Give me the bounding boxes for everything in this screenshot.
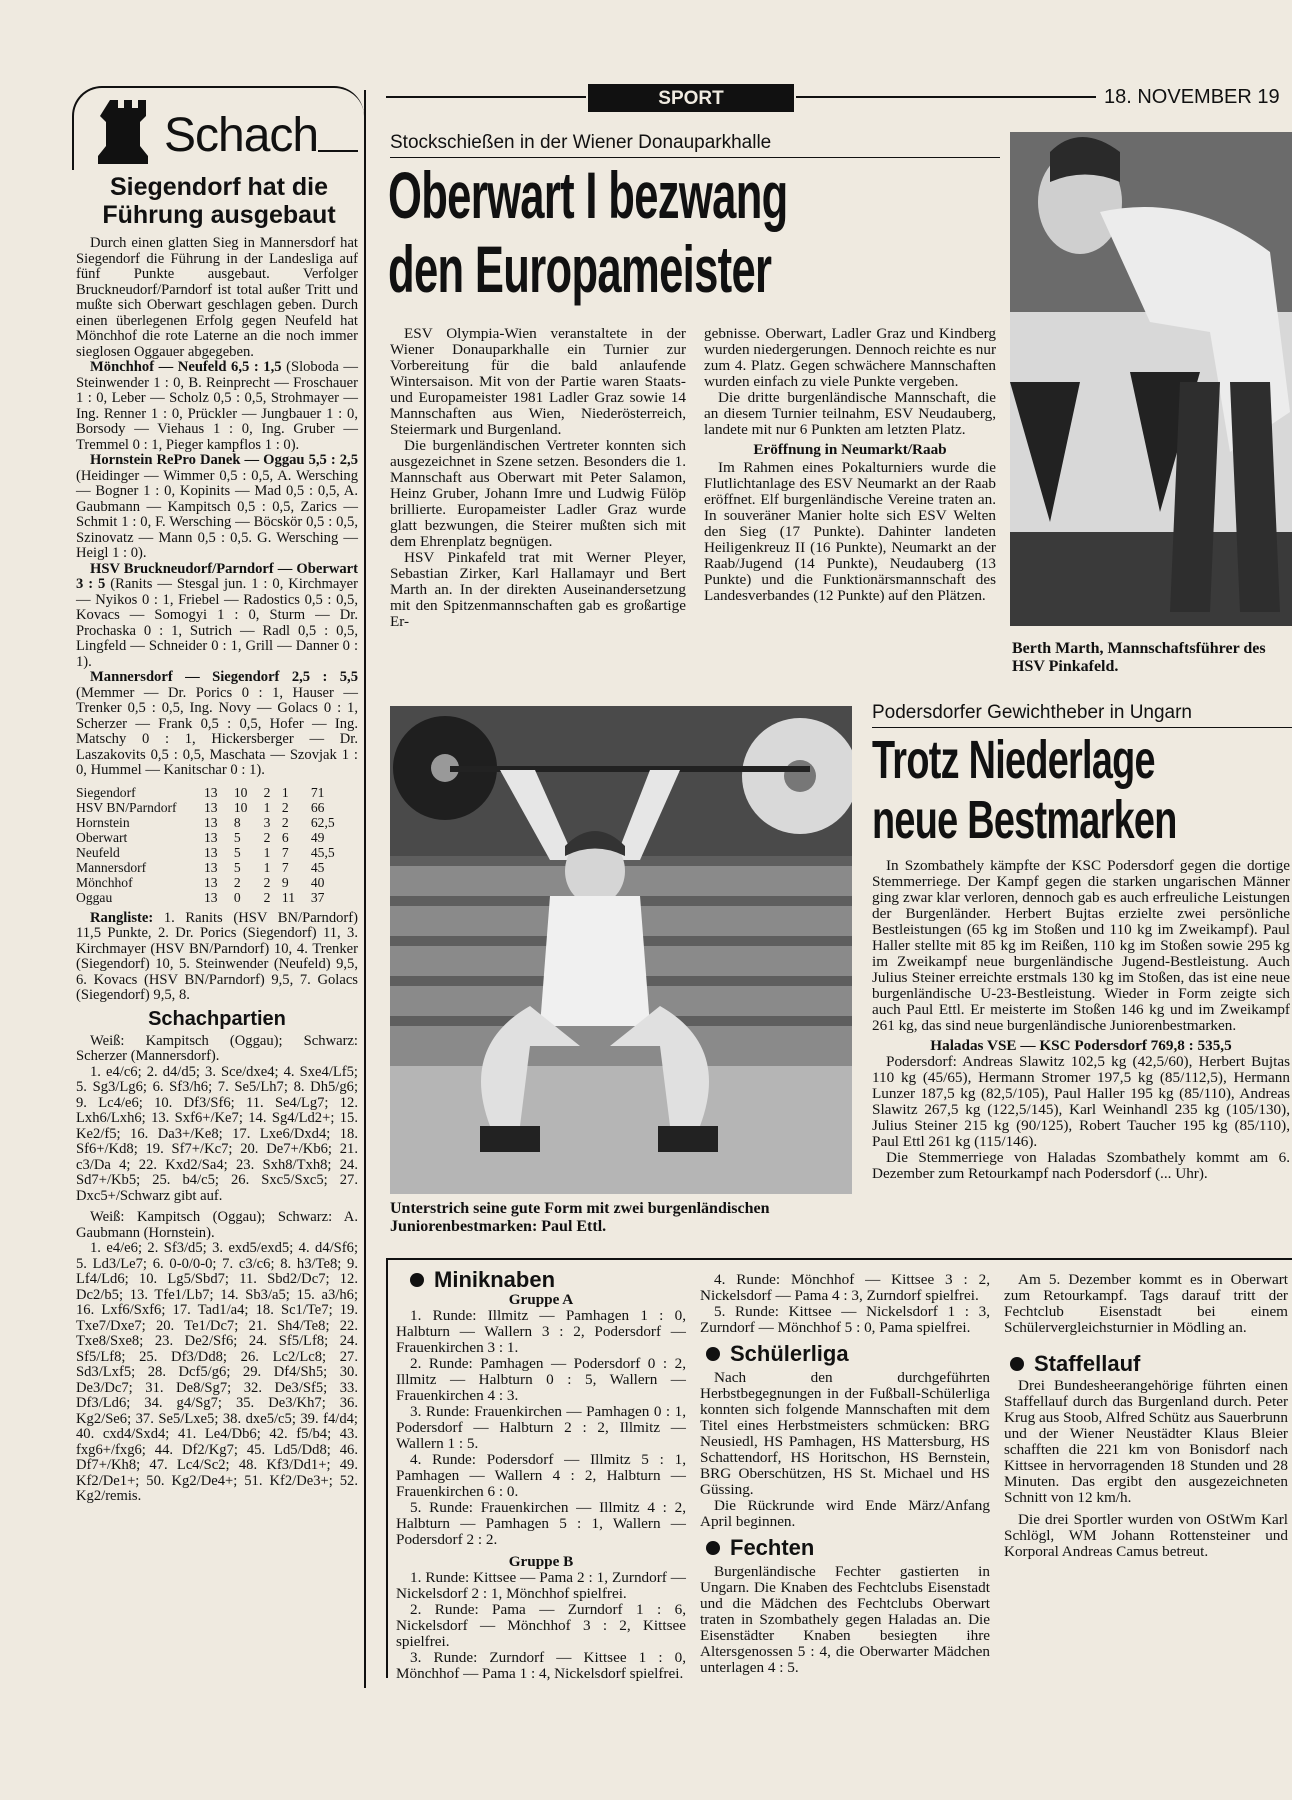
issue-date: 18. NOVEMBER 19 [1104, 86, 1280, 108]
standings-value: 71 [310, 784, 325, 800]
standings-value: 11 [281, 889, 295, 905]
standings-value: 40 [310, 874, 325, 890]
lead-col-1: ESV Olympia-Wien veranstaltete in der Wiener Donauparkhalle ein Turnier zur Vorbereitung für die bald anlaufende Wintersaison. Mit von der Partie waren Staats- und Europameister 1981 Ladler Graz sowie 14 Mannschaften aus Wien, Niederösterreich, Steiermark und Burgenland. Die burgenländischen Vertreter konnten sich ausgezeichnet in Szene setzen. Besonders die 1. Mannschaft aus Oberwart mit Peter Salamon, Heinz Gruber, Johann Imre und Ludwig Fülöp brillierte. Europameister Ladler Graz wurde glatt bezwungen, die Steirer mußten sich mit dem Ehrenplatz begnügen. HSV Pinkafeld trat mit Werner Pleyer, Sebastian Zirker, Karl Hallamayr und Bert Marth an. In der direkten Auseinandersetzung mit den Spitzenmannschaften gab es großartige Er- [390, 325, 686, 630]
photo-paul-ettl [390, 706, 852, 1194]
standings-value: 13 [204, 799, 218, 815]
standings-value: 2 [281, 799, 289, 815]
standings-value: 2 [263, 874, 271, 890]
standings-team: Neufeld [76, 844, 120, 860]
chess-article: Durch einen glatten Sieg in Mannersdorf hat Siegendorf die Führung in der Landesliga auf fünf Punkte ausgebaut. Verfolger Bruckneudorf/Parndorf ist total außer Tritt und mußte sich Oberwart geschlagen geben. Durch einen überlegenen Erfolg gegen Neufeld hat Mönchhof die rote Laterne an die noch immer sieglosen Oggauer abgegeben. Mönchhof — Neufeld 6,5 : 1,5 (Sloboda — Steinwender 1 : 0, B. Reinprecht — Froschauer 1 : 0, Leber — Scholz 0,5 : 0,5, Strohmayer — Ing. Renner 1 : 0, Prückler — Jungbauer 1 : 0, Borsody — Viehaus 1 : 0, Ing. Gruber — Tremmel 0 : 1, Pieger kampflos 1 : 0). Hornstein RePro Danek — Oggau 5,5 : 2,5 (Heidinger — Wimmer 0,5 : 0,5, A. Wersching — Bogner 1 : 0, Kopinits — Mad 0,5 : 0,5, A. Gaubmann — Kampitsch 0,5 : 0,5, Zarics — Schmit 1 : 0, F. Wersching — Böcskör 0,5 : 0,5, Szinovatz — Mann 0,5 : 0,5. G. Wersching — Heigl 1 : 0). HSV Bruckneudorf/Parndorf — Oberwart 3 : 5 (Ranits — Stesgal jun. 1 : 0, Kirchmayer — Nyikos 0 : 1, Friebel — Radostics 0,5 : 0,5, Kovacs — Somogyi 1 : 0, Sturm — Dr. Prochaska 0 : 1, Sutrich — Radl 0,5 : 0,5, Lingfeld — Schneider 0 : 1, Grill — Danner 0 : 1). Mannersdorf — Siegendorf 2,5 : 5,5 (Memmer — Dr. Porics 0 : 1, Hauser — Trenker 0,5 : 0,5, Ing. Novy — Golacs 0 : 1, Scherzer — Frank 0,5 : 0,5, Hofer — Ing. Matschy 0 : 1, Hickersberger — Dr. Laszakovits 0,5 : 0,5, Maschata — Szovjak 1 : 0, Hummel — Kanitschar 0 : 1). Siegendorf 13 10 2 1 71 HSV BN/Parndorf 13 10 1 2 66 Hornstein 13 8 3 2 62,5 Oberwart 13 5 2 6 49 Neufeld 13 5 1 7 45,5 Mannersdorf 13 5 1 7 45 Mönchhof 13 2 2 9 40 Oggau 13 0 2 11 37 Rangliste: 1. Ranits (HSV BN/Parndorf) 11,5 Punkte, 2. Dr. Porics (Siegendorf) 11, 3. Kirchmayer (HSV BN/Parndorf) 10, 4. Trenker (Siegendorf) 10, 5. Steinwender (Neufeld) 9,5, 6. Kovacs (HSV BN/Parndorf) 9,5, 7. Golacs (Siegendorf) 9,5, 8. Schachpartien Weiß: Kampitsch (Oggau); Schwarz: Scherzer (Mannersdorf). 1. e4/c6; 2. d4/d5; 3. Sce/dxe4; 4. Sxe4/Lf5; 5. Sg3/Lg6; 6. Sf3/h6; 7. Se5/Lh7; 8. Dh5/g6; 9. Lc4/e6; 10. Df3/Sf6; 11. Se4/Lg7; 12. Lxh6/Lxh6; 13. Sxf6+/Ke7; 14. Sg4/Ld2+; 15. Ke2/f5; 16. Da3+/Ke8; 17. Lxe6/Dxd4; 18. Sf6+/Kd8; 19. Sf7+/Kc7; 20. De7+/Kb6; 21. c3/Da 4; 22. Kxd2/Sa4; 23. Sxh8/Txh8; 24. Sd7+/Kb5; 25. b4/c5; 26. Sxc5/Sxc5; 27. Dxc5+/Schwarz gibt auf. Weiß: Kampitsch (Oggau); Schwarz: A. Gaubmann (Hornstein). 1. e4/e6; 2. Sf3/d5; 3. exd5/exd5; 4. d4/Sf6; 5. Ld3/Le7; 6. 0-0/0-0; 7. c3/c6; 8. h3/Te8; 9. Lf4/Ld6; 10. Lg5/Sbd7; 11. Sbd2/Dc7; 12. Dc2/b5; 13. Tfe1/Lb7; 14. Sb3/a5; 15. a3/h6; 16. Lxf6/Sxf6; 17. Tad1/a4; 18. Sc1/Te7; 19. Txe7/Dxe7; 20. Te1/Dc7; 21. Sh4/Te8; 22. Txe8/Sxe8; 23. De2/Sf6; 24. Sf5/Lf8; 24. Sf5/Lf8; 25. Df3/Dd8; 26. Lc2/Lc8; 27. Sd3/Lxf5; 28. Dcf5/g6; 29. Df4/Sh5; 30. De3/Dc7; 31. De8/Sg7; 32. De3/Sf5; 33. Df3/Ld6; 34. g4/Sg7; 35. De3/Kh7; 36. Kg2/Se6; 37. Se5/Lxe5; 38. dxe5/c5; 39. f4/d4; 40. cxd4/Sxd4; 41. Le4/Db6; 42. f5/b4; 43. fxg6+/fxg6; 44. Df2/Kg7; 45. Ld5/Dd8; 46. Df7+/Kh8; 47. Lc4/Sc2; 48. Kf3/Dd1+; 49. Kf2/De1+; 50. Kg2/De4+; 51. Kf2/De3+; 52. Kg2/remis. [76, 235, 358, 1504]
standings-value: 2 [281, 814, 289, 830]
photo-berth-marth [1010, 132, 1292, 626]
standings-team: Hornstein [76, 814, 130, 830]
standings-value: 1 [263, 859, 271, 875]
standings-value: 0 [233, 889, 241, 905]
standings-team: HSV BN/Parndorf [76, 799, 177, 815]
standings-value: 8 [233, 814, 241, 830]
standings-value: 45 [310, 859, 325, 875]
standings-team: Mannersdorf [76, 859, 147, 875]
standings-row [76, 890, 358, 905]
weight-article: In Szombathely kämpfte der KSC Podersdorf gegen die dortige Stemmerriege. Der Kampf gegen die starken ungarischen Männer ging zwar klar verloren, dennoch gab es auch erfreuliche Leistungen der Burgenländer. Herbert Bujtas erzielte zwei persönliche Bestleistungen (65 kg im Stoßen und 110 kg im Zweikampf). Paul Haller stellte mit 85 kg im Reißen, 110 kg im Stoßen sowie 295 kg im Zweikampf neue burgenländische Jugend-Bestleistung. Auch Julius Steiner erreichte erstmals 130 kg im Stoßen, das ist eine neue burgenländische U-23-Bestleistung. Wieder in Form zeigte sich auch Paul Ettl. Er meisterte im Stoßen 146 kg und im Zweikampf 261 kg, das sind neue burgenländische Juniorenbestmarken. Haladas VSE — KSC Podersdorf 769,8 : 535,5 Podersdorf: Andreas Slawitz 102,5 kg (42,5/60), Herbert Bujtas 110 kg (45/65), Hermann Stromer 197,5 kg (85/112,5), Hermann Lunzer 187,5 kg (82,5/105), Paul Haller 195 kg (85/110), Andreas Slawitz 267,5 kg (122,5/145), Karl Weinhandl 235 kg (105/130), Julius Steiner 215 kg (90/125), Robert Taucher 195 kg (85/110), Paul Ettl 261 kg (115/146). Die Stemmerriege von Haladas Szombathely kommt am 6. Dezember zum Retourkampf nach Podersdorf (... Uhr). [872, 857, 1290, 1182]
standings-value: 45,5 [310, 844, 335, 860]
schueler-title: Schülerliga [730, 1341, 849, 1366]
middle-column: 4. Runde: Mönchhof — Kittsee 3 : 2, Nickelsdorf — Pama 4 : 3, Zurndorf spielfrei. 5. Runde: Kittsee — Nickelsdorf 1 : 3, Zurndorf — Mönchhof 5 : 0, Pama spielfrei. Schülerliga Nach den durchgeführten Herbstbegegnungen in der Fußball-Schülerliga konnten sich folgende Mannschaften mit dem Titel eines Herbstmeisters schmücken: BRG Neusiedl, HS Pamhagen, HS Mattersburg, HS Schattendorf, HS Horitschon, HS Bernstein, BRG Oberschützen, HS St. Michael und HS Güssing. Die Rückrunde wird Ende März/Anfang April beginnen. Fechten Burgenländische Fechter gastierten in Ungarn. Die Knaben des Fechtclubs Eisenstadt und die Mädchen des Fechtclubs Oberwart traten in Szombathely gegen Haladas an. Die Eisenstädter Knaben besiegten ihre Altersgenossen 5 : 4, die Oberwarter Mädchen unterlagen 4 : 5. [700, 1271, 990, 1676]
standings-value: 5 [233, 829, 241, 845]
chess-logo [72, 86, 362, 170]
bullet-icon [410, 1273, 424, 1287]
standings-value: 13 [204, 844, 218, 860]
standings-row [76, 785, 358, 800]
standings-value: 5 [233, 844, 241, 860]
standings-value: 13 [204, 784, 218, 800]
standings-value: 62,5 [310, 814, 335, 830]
standings-team: Mönchhof [76, 874, 133, 890]
caption-paul-ettl: Unterstrich seine gute Form mit zwei burgenländischen Juniorenbestmarken: Paul Ettl. [390, 1200, 770, 1235]
lead-col-2: gebnisse. Oberwart, Ladler Graz und Kindberg wurden niedergerungen. Dennoch reichte es nur zum 4. Platz. Gegen schwächere Mannschaften wurden einfach zu viele Punkte vergeben. Die dritte burgenländische Mannschaft, die an diesem Turnier teilnahm, ESV Neudauberg, landete mit nur 6 Punkten am letzten Platz. Eröffnung in Neumarkt/Raab Im Rahmen eines Pokalturniers wurde die Flutlichtanlage des ESV Neumarkt an der Raab eröffnet. Elf burgenländische Vereine traten an. In souveräner Manier holte sich ESV Welten den Sieg (17 Punkte). Dahinter landeten Heiligenkreuz II (16 Punkte), Neumarkt an der Raab/Jugend (14 Punkte), Neudauberg (13 Punkte) und die Funktionärsmannschaft des Landesverbandes (12 Punkte) auf den Plätzen. [704, 325, 996, 604]
standings-value: 13 [204, 889, 218, 905]
standings-table [76, 785, 358, 905]
standings-value: 2 [263, 829, 271, 845]
standings-row [76, 800, 358, 815]
standings-team: Oberwart [76, 829, 128, 845]
mini-column: Miniknaben Gruppe A 1. Runde: Illmitz — Pamhagen 1 : 0, Halbturn — Wallern 3 : 2, Podersdorf — Frauenkirchen 3 : 1. 2. Runde: Pamhagen — Podersdorf 0 : 2, Illmitz — Halbturn 0 : 5, Wallern — Frauenkirchen 4 : 3. 3. Runde: Frauenkirchen — Pamhagen 0 : 1, Podersdorf — Halbturn 2 : 2, Illmitz — Wallern 1 : 5. 4. Runde: Podersdorf — Illmitz 5 : 1, Pamhagen — Wallern 4 : 2, Halbturn — Frauenkirchen 6 : 0. 5. Runde: Frauenkirchen — Illmitz 4 : 2, Halbturn — Pamhagen 5 : 1, Wallern — Podersdorf 2 : 2. Gruppe B 1. Runde: Kittsee — Pama 2 : 1, Zurndorf — Nickelsdorf 2 : 1, Mönchhof spielfrei. 2. Runde: Pama — Zurndorf 1 : 6, Nickelsdorf — Mönchhof 3 : 2, Kittsee spielfrei. 3. Runde: Zurndorf — Kittsee 1 : 0, Mönchhof — Pama 1 : 4, Nickelsdorf spielfrei. [396, 1267, 686, 1682]
staffel-title: Staffellauf [1034, 1351, 1141, 1376]
standings-team: Oggau [76, 889, 113, 905]
partien-heading: Schachpartien [148, 1007, 286, 1030]
lead-kicker: Stockschießen in der Wiener Donauparkhalle [390, 132, 772, 153]
standings-value: 66 [310, 799, 325, 815]
mini-title: Miniknaben [434, 1267, 556, 1292]
standings-value: 7 [281, 859, 289, 875]
standings-value: 10 [233, 799, 248, 815]
bullet-icon [706, 1347, 720, 1361]
standings-value: 9 [281, 874, 289, 890]
standings-value: 2 [263, 889, 271, 905]
rook-icon [92, 96, 162, 168]
standings-row [76, 815, 358, 830]
fechten-title: Fechten [730, 1535, 815, 1560]
bullet-icon [706, 1541, 720, 1555]
standings-value: 49 [310, 829, 325, 845]
weight-headline-2: neue Bestmarken [872, 790, 1177, 850]
standings-value: 10 [233, 784, 248, 800]
standings-row [76, 845, 358, 860]
standings-value: 13 [204, 829, 218, 845]
standings-value: 1 [281, 784, 289, 800]
standings-row [76, 830, 358, 845]
standings-value: 7 [281, 844, 289, 860]
chess-intro: Durch einen glatten Sieg in Mannersdorf hat Siegendorf die Führung in der Landesliga auf fünf Punkte ausgebaut. Verfolger Bruckneudorf/Parndorf ist total außer Tritt und mußte sich Oberwart geschlagen geben. Durch einen überlegenen Erfolg gegen Neufeld hat Mönchhof die rote Laterne an die noch immer sieglosen Oggauer abgegeben. [76, 235, 358, 360]
standings-value: 2 [233, 874, 241, 890]
lead-headline-2: den Europameister [388, 232, 772, 306]
standings-value: 13 [204, 814, 218, 830]
standings-value: 13 [204, 859, 218, 875]
standings-value: 37 [310, 889, 325, 905]
caption-berth-marth: Berth Marth, Mannschaftsführer des HSV Pinkafeld. [1012, 640, 1266, 675]
standings-value: 2 [263, 784, 271, 800]
standings-value: 5 [233, 859, 241, 875]
standings-value: 13 [204, 874, 218, 890]
standings-value: 1 [263, 844, 271, 860]
standings-value: 3 [263, 814, 271, 830]
lead-headline-1: Oberwart I bezwang [388, 158, 788, 232]
standings-value: 1 [263, 799, 271, 815]
chess-logo-text: Schach [164, 109, 319, 162]
standings-value: 6 [281, 829, 289, 845]
weight-kicker: Podersdorfer Gewichtheber in Ungarn [872, 702, 1193, 723]
standings-row [76, 860, 358, 875]
standings-team: Siegendorf [76, 784, 136, 800]
section-label: SPORT [588, 84, 794, 112]
standings-row [76, 875, 358, 890]
right-column: Am 5. Dezember kommt es in Oberwart zum Retourkampf. Tags darauf tritt der Fechtclub Eisenstadt bei einem Schülervergleichsturnier in Mödling an. Staffellauf Drei Bundesheerangehörige führten einen Staffellauf durch das Burgenland durch. Peter Krug aus Stoob, Alfred Schütz aus Sauerbrunn und der Wiener Neustädter Klaus Bleier schafften die 221 km von Bonisdorf nach Kittsee in hervorragenden 18 Stunden und 28 Minuten. Das ergibt den ausgezeichneten Schnitt von 12 km/h. Die drei Sportler wurden von OStWm Karl Schlögl, WM Johann Rottensteiner und Korporal Andreas Camus betreut. [1004, 1271, 1288, 1560]
chess-headline: Siegendorf hat die Führung ausgebaut [102, 173, 336, 229]
bullet-icon [1010, 1357, 1024, 1371]
weight-headline-1: Trotz Niederlage [872, 730, 1155, 790]
